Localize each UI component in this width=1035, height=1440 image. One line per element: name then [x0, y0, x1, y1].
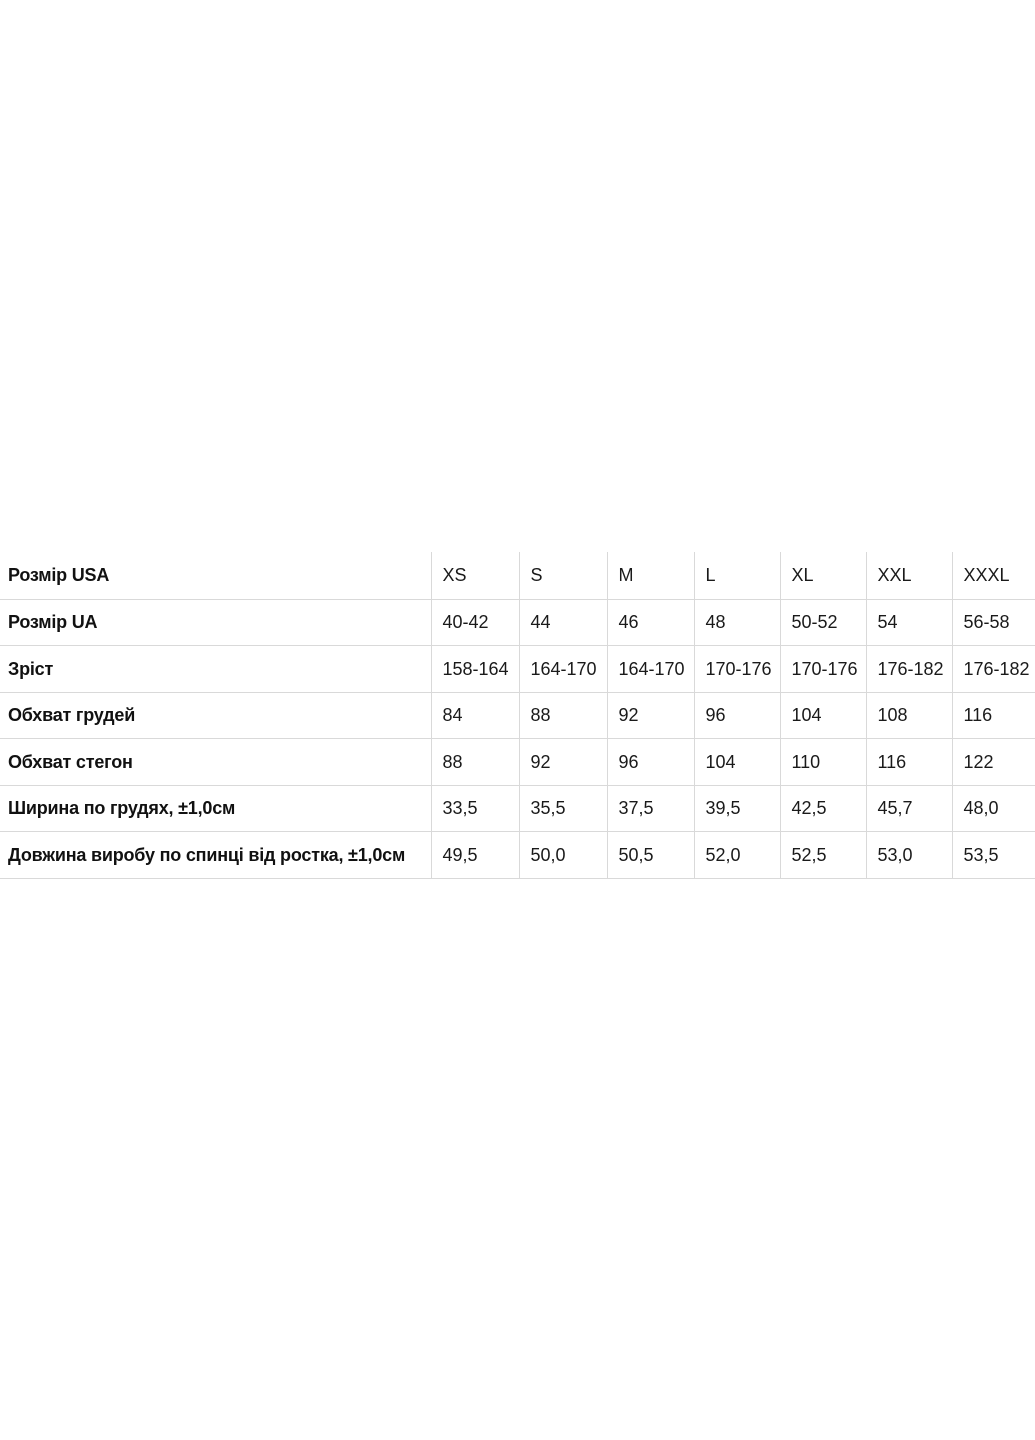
- size-chart-table: [0, 552, 1035, 879]
- table-cell: 44: [519, 599, 607, 646]
- table-cell: XXXL: [952, 552, 1035, 599]
- table-cell: 122: [952, 739, 1035, 786]
- table-row: [0, 785, 1035, 832]
- row-label: Зріст: [0, 646, 431, 693]
- table-cell: 88: [431, 739, 519, 786]
- table-cell: 35,5: [519, 785, 607, 832]
- table-cell: 45,7: [866, 785, 952, 832]
- table-cell: 92: [607, 692, 694, 739]
- table-cell: 37,5: [607, 785, 694, 832]
- row-label: Ширина по грудях, ±1,0см: [0, 785, 431, 832]
- table-cell: 50-52: [780, 599, 866, 646]
- row-label: Розмір USA: [0, 552, 431, 599]
- table-cell: 164-170: [607, 646, 694, 693]
- table-cell: M: [607, 552, 694, 599]
- table-cell: 53,5: [952, 832, 1035, 879]
- table-cell: 33,5: [431, 785, 519, 832]
- row-label: Обхват грудей: [0, 692, 431, 739]
- table-cell: 170-176: [694, 646, 780, 693]
- table-cell: 116: [866, 739, 952, 786]
- table-cell: 96: [607, 739, 694, 786]
- table-cell: 176-182: [952, 646, 1035, 693]
- row-label: Довжина виробу по спинці від ростка, ±1,0см: [0, 832, 431, 879]
- table-cell: XS: [431, 552, 519, 599]
- table-cell: 110: [780, 739, 866, 786]
- table-cell: 40-42: [431, 599, 519, 646]
- table-cell: 54: [866, 599, 952, 646]
- table-cell: 50,0: [519, 832, 607, 879]
- table-row: [0, 599, 1035, 646]
- table-cell: 39,5: [694, 785, 780, 832]
- table-cell: 104: [694, 739, 780, 786]
- table-cell: 158-164: [431, 646, 519, 693]
- table-cell: 52,5: [780, 832, 866, 879]
- table-cell: 170-176: [780, 646, 866, 693]
- table-cell: 92: [519, 739, 607, 786]
- table-cell: 50,5: [607, 832, 694, 879]
- table-row: [0, 739, 1035, 786]
- table-cell: 104: [780, 692, 866, 739]
- table-cell: 52,0: [694, 832, 780, 879]
- table-cell: 48,0: [952, 785, 1035, 832]
- row-label: Обхват стегон: [0, 739, 431, 786]
- table-cell: 56-58: [952, 599, 1035, 646]
- table-cell: 84: [431, 692, 519, 739]
- row-label: Розмір UA: [0, 599, 431, 646]
- table-cell: 88: [519, 692, 607, 739]
- table-cell: 108: [866, 692, 952, 739]
- table-row: [0, 692, 1035, 739]
- table-cell: 49,5: [431, 832, 519, 879]
- table-cell: 46: [607, 599, 694, 646]
- table-cell: L: [694, 552, 780, 599]
- table-cell: 96: [694, 692, 780, 739]
- table-cell: 164-170: [519, 646, 607, 693]
- table-cell: 116: [952, 692, 1035, 739]
- table-row: [0, 832, 1035, 879]
- size-chart-body: [0, 552, 1035, 878]
- table-cell: 48: [694, 599, 780, 646]
- table-row: [0, 646, 1035, 693]
- table-cell: S: [519, 552, 607, 599]
- table-row: [0, 552, 1035, 599]
- table-cell: XL: [780, 552, 866, 599]
- table-cell: 53,0: [866, 832, 952, 879]
- table-cell: 176-182: [866, 646, 952, 693]
- table-cell: XXL: [866, 552, 952, 599]
- table-cell: 42,5: [780, 785, 866, 832]
